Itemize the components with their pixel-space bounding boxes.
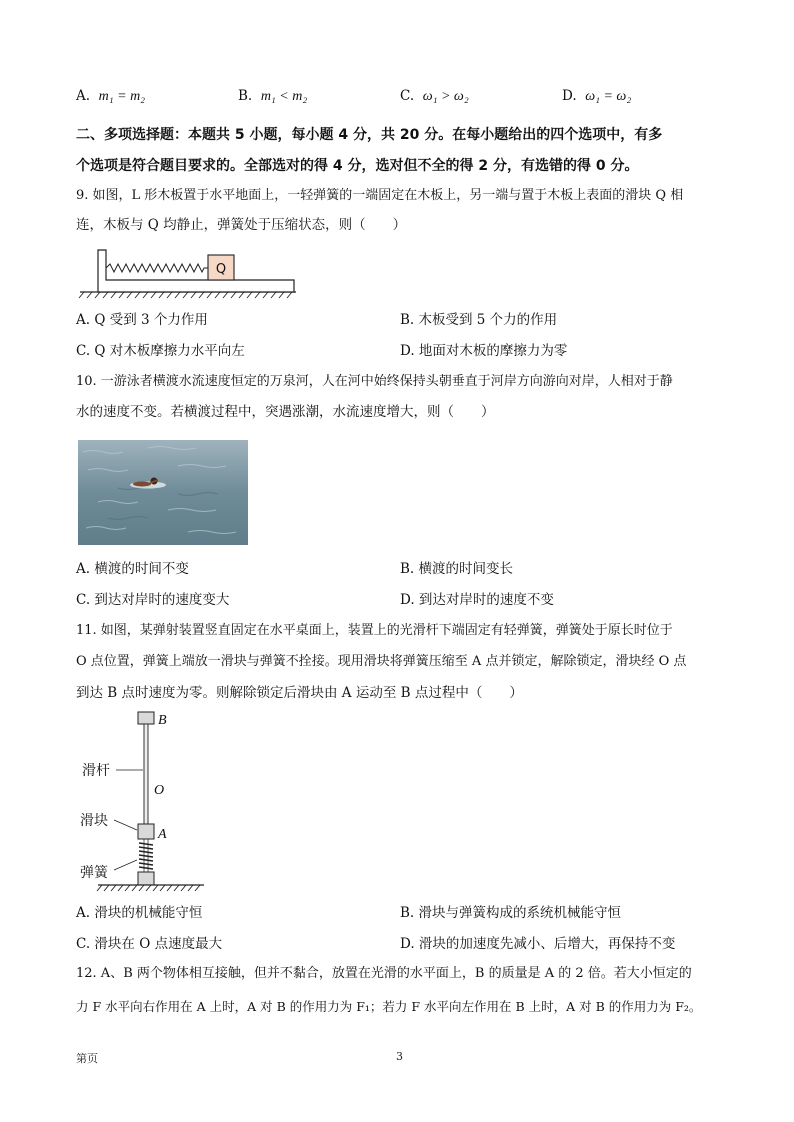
q9-option-d: D. 地面对木板的摩擦力为零 bbox=[400, 343, 568, 359]
q12-stem-line1: 12. A、B 两个物体相互接触，但并不黏合，放置在光滑的水平面上，B 的质量是 A 的 2 倍。若大小恒定的 bbox=[76, 966, 692, 981]
q11-label-o: O bbox=[154, 783, 165, 798]
q10-option-a: A. 横渡的时间不变 bbox=[76, 561, 189, 577]
q8-option-c: C. ω₁ > ω₂ bbox=[400, 88, 469, 104]
page-number: 3 bbox=[396, 1050, 403, 1063]
q11-option-d: D. 滑块的加速度先减小、后增大，再保持不变 bbox=[400, 936, 676, 952]
q9-option-a: A. Q 受到 3 个力作用 bbox=[76, 312, 208, 328]
q11-label-b: B bbox=[158, 713, 167, 728]
q11-stem-line2: O 点位置，弹簧上端放一滑块与弹簧不拴接。现用滑块将弹簧压缩至 A 点并锁定，解除锁定，滑块经 O 点 bbox=[76, 654, 687, 669]
q10-option-c: C. 到达对岸时的速度变大 bbox=[76, 592, 230, 608]
q9-stem-line2: 连，木板与 Q 均静止，弹簧处于压缩状态，则（ ） bbox=[76, 217, 407, 233]
q11-launcher-diagram bbox=[76, 708, 216, 898]
q11-rod bbox=[144, 724, 148, 824]
q11-label-a: A bbox=[158, 827, 167, 842]
q9-option-b: B. 木板受到 5 个力的作用 bbox=[400, 312, 558, 328]
q9-stem-line1: 9. 如图，L 形木板置于水平地面上，一轻弹簧的一端固定在木板上，另一端与置于木板上表面的滑块 Q 相 bbox=[76, 188, 684, 203]
q11-label-spring: 弹簧 bbox=[80, 865, 108, 881]
q11-slider bbox=[138, 824, 154, 839]
q10-option-b: B. 横渡的时间变长 bbox=[400, 561, 514, 577]
q8-option-b: B. m₁ < m₂ bbox=[238, 88, 308, 104]
q10-option-d: D. 到达对岸时的速度不变 bbox=[400, 592, 554, 608]
q12-stem-line2: 力 F 水平向右作用在 A 上时，A 对 B 的作用力为 F₁；若力 F 水平向左作用在 B 上时，A 对 B 的作用力为 F₂。 bbox=[76, 999, 702, 1014]
section2-heading-line2: 个选项是符合题目要求的。全部选对的得 4 分，选对但不全的得 2 分，有选错的得 0 分。 bbox=[76, 158, 639, 174]
q9-board-spring-diagram bbox=[76, 244, 306, 300]
q11-stem-line3: 到达 B 点时速度为零。则解除锁定后滑块由 A 运动至 B 点过程中（ ） bbox=[76, 685, 523, 701]
q8-option-d: D. ω₁ = ω₂ bbox=[562, 88, 632, 104]
q10-stem-line2: 水的速度不变。若横渡过程中，突遇涨潮，水流速度增大，则（ ） bbox=[76, 404, 495, 420]
q11-option-a: A. 滑块的机械能守恒 bbox=[76, 905, 203, 921]
section2-heading-line1: 二、多项选择题：本题共 5 小题，每小题 4 分，共 20 分。在每小题给出的四个选项中，有多 bbox=[76, 127, 663, 143]
q11-option-b: B. 滑块与弹簧构成的系统机械能守恒 bbox=[400, 905, 622, 921]
q11-stem-line1: 11. 如图，某弹射装置竖直固定在水平桌面上，装置上的光滑杆下端固定有轻弹簧，弹簧处于原长时位于 bbox=[76, 623, 673, 638]
q9-block-label: Q bbox=[215, 262, 227, 277]
q11-option-c: C. 滑块在 O 点速度最大 bbox=[76, 936, 223, 952]
q8-option-a: A. m₁ = m₂ bbox=[76, 88, 146, 104]
footer-label: 第页 bbox=[76, 1052, 98, 1065]
q9-spring bbox=[106, 264, 208, 272]
q11-label-slider: 滑块 bbox=[80, 813, 108, 829]
q9-option-c: C. Q 对木板摩擦力水平向左 bbox=[76, 343, 245, 359]
q10-stem-line1: 10. 一游泳者横渡水流速度恒定的万泉河，人在河中始终保持头朝垂直于河岸方向游向对岸，人相对于静 bbox=[76, 374, 673, 389]
q10-swimmer-photo bbox=[78, 440, 248, 545]
q11-label-rod: 滑杆 bbox=[82, 763, 110, 779]
